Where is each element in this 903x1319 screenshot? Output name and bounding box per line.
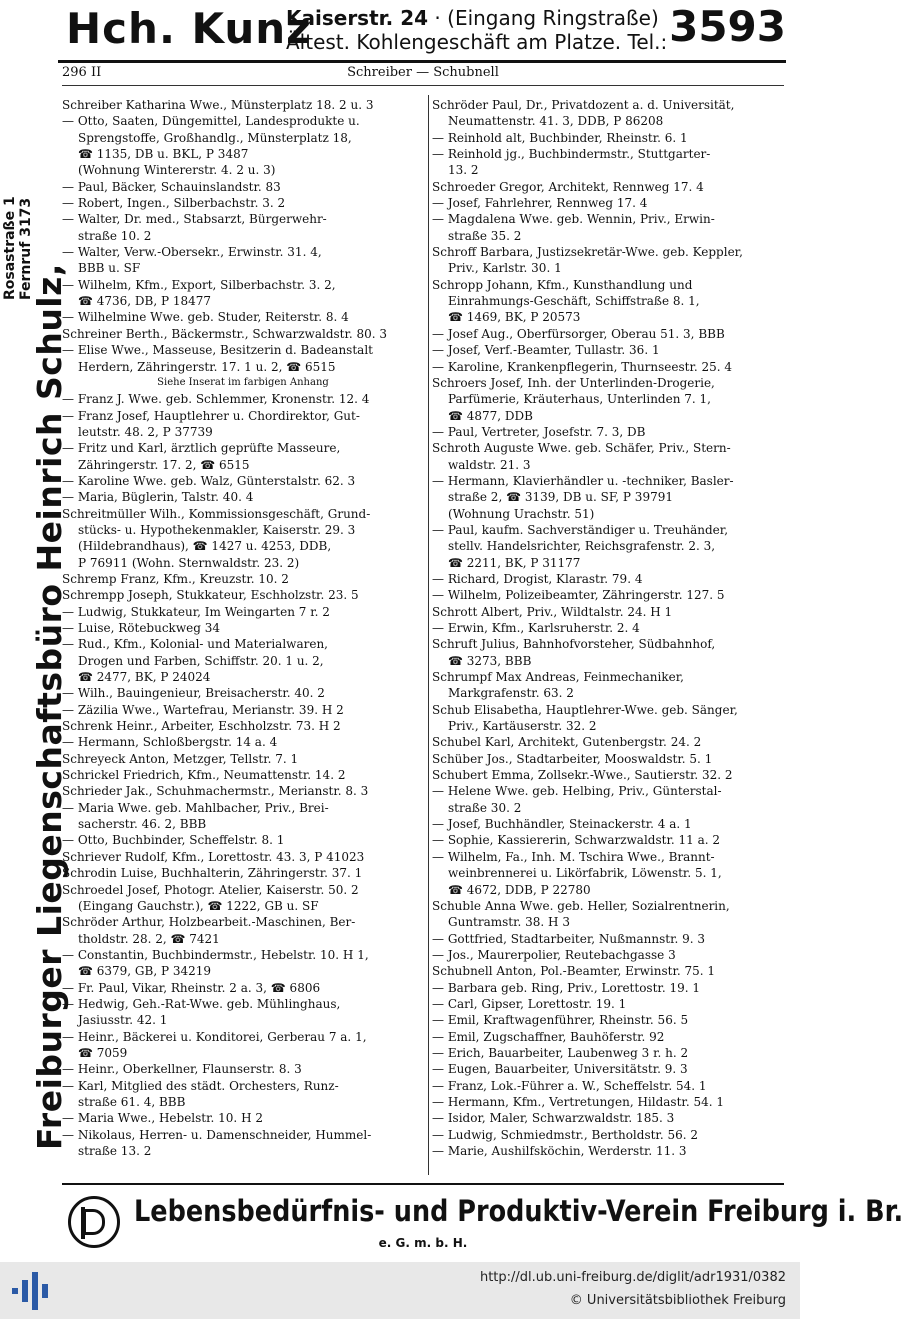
directory-entry-line: Schrieder Jak., Schuhmachermstr., Merianstr. 8. 3 bbox=[62, 784, 369, 799]
directory-entry-line: ☎ 2477, BK, P 24024 bbox=[78, 670, 211, 685]
directory-entry-line: Neumattenstr. 41. 3, DDB, P 86208 bbox=[448, 114, 664, 129]
directory-entry-line: — Sophie, Kassiererin, Schwarzwaldstr. 11 a. 2 bbox=[432, 833, 721, 848]
directory-entry-line: 13. 2 bbox=[448, 163, 479, 178]
directory-entry-line: Schremp Franz, Kfm., Kreuzstr. 10. 2 bbox=[62, 571, 289, 586]
directory-entry-line: — Emil, Zugschaffner, Bauhöferstr. 92 bbox=[432, 1029, 665, 1044]
directory-entry-line: — Walter, Dr. med., Stabsarzt, Bürgerwehr- bbox=[62, 212, 327, 227]
directory-entry-line: Schüber Jos., Stadtarbeiter, Mooswaldstr. 5. 1 bbox=[432, 751, 713, 766]
directory-entry-line: Markgrafenstr. 63. 2 bbox=[448, 686, 574, 701]
directory-entry-line: straße 10. 2 bbox=[78, 228, 152, 243]
directory-entry-line: — Barbara geb. Ring, Priv., Lorettostr. 19. 1 bbox=[432, 980, 700, 995]
directory-entry-line: — Jos., Maurerpolier, Reutebachgasse 3 bbox=[432, 947, 676, 962]
directory-entry-line: — Ludwig, Stukkateur, Im Weingarten 7 r. 2 bbox=[62, 604, 330, 619]
directory-entry-line: Zähringerstr. 17. 2, ☎ 6515 bbox=[78, 457, 250, 472]
directory-entry-line: Schubel Karl, Architekt, Gutenbergstr. 24. 2 bbox=[432, 735, 702, 750]
directory-entry-line: Schubnell Anton, Pol.-Beamter, Erwinstr. 75. 1 bbox=[432, 964, 716, 979]
side-ad-title: Freiburger Liegenschaftsbüro Heinrich Schulz, bbox=[30, 263, 69, 1150]
directory-entry-line: — Magdalena Wwe. geb. Wennin, Priv., Erwin- bbox=[432, 212, 715, 227]
directory-entry-line: — Karl, Mitglied des städt. Orchesters, Runz- bbox=[62, 1078, 339, 1093]
directory-entry-line: Schroth Auguste Wwe. geb. Schäfer, Priv., Stern- bbox=[432, 441, 731, 456]
page-title: Schreiber — Schubnell bbox=[347, 65, 499, 80]
bottom-divider bbox=[62, 1183, 784, 1185]
directory-entry-line: Jasiusstr. 42. 1 bbox=[78, 1013, 168, 1028]
directory-entry-line: Schroers Josef, Inh. der Unterlinden-Drogerie, bbox=[432, 375, 715, 390]
directory-entry-line: Drogen und Farben, Schiffstr. 20. 1 u. 2, bbox=[78, 653, 324, 668]
directory-entry-line: Schrempp Joseph, Stukkateur, Eschholzstr. 23. 5 bbox=[62, 588, 359, 603]
directory-entry-line: — Maria, Büglerin, Talstr. 40. 4 bbox=[62, 490, 254, 505]
directory-entry-line: — Constantin, Buchbindermstr., Hebelstr. 10. H 1, bbox=[62, 947, 369, 962]
directory-entry-line: — Emil, Kraftwagenführer, Rheinstr. 56. 5 bbox=[432, 1013, 689, 1028]
directory-entry-line: straße 35. 2 bbox=[448, 228, 522, 243]
directory-entry-line: (Hildebrandhaus), ☎ 1427 u. 4253, DDB, bbox=[78, 539, 332, 554]
directory-entry-line: Priv., Karlstr. 30. 1 bbox=[448, 261, 562, 276]
page-number: 296 II bbox=[62, 65, 102, 80]
right-column bbox=[432, 97, 790, 1159]
ad-address bbox=[286, 6, 686, 54]
directory-entry-line: Schrumpf Max Andreas, Feinmechaniker, bbox=[432, 670, 684, 685]
top-divider bbox=[58, 60, 786, 63]
directory-entry-line: — Hedwig, Geh.-Rat-Wwe. geb. Mühlinghaus, bbox=[62, 996, 341, 1011]
directory-entry-line: — Josef, Fahrlehrer, Rennweg 17. 4 bbox=[432, 196, 648, 211]
directory-entry-line: leutstr. 48. 2, P 37739 bbox=[78, 424, 213, 439]
directory-entry-line: P 76911 (Wohn. Sternwaldstr. 23. 2) bbox=[78, 555, 300, 570]
directory-entry-line: straße 61. 4, BBB bbox=[78, 1094, 186, 1109]
directory-entry-line: — Otto, Saaten, Düngemittel, Landesprodukte u. bbox=[62, 114, 360, 129]
directory-entry-line: — Erwin, Kfm., Karlsruherstr. 2. 4 bbox=[432, 621, 640, 635]
directory-entry-line: — Maria Wwe., Hebelstr. 10. H 2 bbox=[62, 1111, 263, 1126]
directory-entry-line: tholdstr. 28. 2, ☎ 7421 bbox=[78, 931, 220, 946]
directory-entry-line: ☎ 2211, BK, P 31177 bbox=[448, 555, 581, 570]
directory-entry-line: — Maria Wwe. geb. Mahlbacher, Priv., Brei- bbox=[62, 800, 329, 815]
directory-entry-line: — Eugen, Bauarbeiter, Universitätstr. 9. 3 bbox=[432, 1062, 688, 1077]
directory-entry-line: — Heinr., Oberkellner, Flaunserstr. 8. 3 bbox=[62, 1062, 302, 1077]
directory-entry-line: — Heinr., Bäckerei u. Konditorei, Gerberau 7 a. 1, bbox=[62, 1029, 367, 1044]
directory-entry-line: — Helene Wwe. geb. Helbing, Priv., Günterstal- bbox=[432, 784, 722, 799]
directory-entry-line: — Reinhold alt, Buchbinder, Rheinstr. 6. 1 bbox=[432, 130, 688, 145]
directory-entry-line: Schub Elisabetha, Hauptlehrer-Wwe. geb. Sänger, bbox=[432, 702, 738, 717]
directory-entry-line: Einrahmungs-Geschäft, Schiffstraße 8. 1, bbox=[448, 294, 700, 309]
directory-entry-line: — Wilhelmine Wwe. geb. Studer, Reiterstr. 8. 4 bbox=[62, 310, 349, 325]
directory-entry-line: weinbrennerei u. Likörfabrik, Löwenstr. 5. 1, bbox=[448, 866, 722, 881]
directory-entry-line: stellv. Handelsrichter, Reichsgrafenstr. 2. 3, bbox=[448, 539, 716, 554]
source-url-link[interactable]: http://dl.ub.uni-freiburg.de/diglit/adr1931/0382 bbox=[479, 1270, 786, 1285]
directory-entry-line: — Otto, Buchbinder, Scheffelstr. 8. 1 bbox=[62, 833, 285, 848]
header-divider bbox=[62, 85, 784, 86]
directory-entry-line: Schroeder Gregor, Architekt, Rennweg 17. 4 bbox=[432, 179, 704, 194]
directory-entry-line: — Franz J. Wwe. geb. Schlemmer, Kronenstr. 12. 4 bbox=[62, 392, 370, 407]
directory-entry-line: — Robert, Ingen., Silberbachstr. 3. 2 bbox=[62, 196, 286, 211]
directory-entry-line: Schreyeck Anton, Metzger, Tellstr. 7. 1 bbox=[62, 751, 299, 766]
bottom-ad-name: Lebensbedürfnis- und Produktiv-Verein Freiburg i. Br. bbox=[134, 1194, 903, 1228]
column-divider bbox=[428, 95, 429, 1175]
directory-entry-line: — Paul, Bäcker, Schauinslandstr. 83 bbox=[62, 179, 281, 194]
directory-entry-line: Schreiber Katharina Wwe., Münsterplatz 18. 2 u. 3 bbox=[62, 98, 374, 112]
directory-entry-line: — Wilhelm, Polizeibeamter, Zähringerstr. 127. 5 bbox=[432, 588, 725, 603]
directory-entry-line: Schroedel Josef, Photogr. Atelier, Kaiserstr. 50. 2 bbox=[62, 882, 359, 897]
directory-entry-line: — Wilhelm, Kfm., Export, Silberbachstr. 3. 2, bbox=[62, 277, 336, 292]
ad-slogan: Ältest. Kohlengeschäft am Platze. Tel.: bbox=[286, 30, 668, 54]
directory-entry-line: Guntramstr. 38. H 3 bbox=[448, 915, 570, 930]
directory-entry-line: — Paul, kaufm. Sachverständiger u. Treuhänder, bbox=[432, 522, 729, 537]
directory-entry-line: — Wilhelm, Fa., Inh. M. Tschira Wwe., Brannt- bbox=[432, 849, 715, 864]
directory-entry-line: ☎ 1469, BK, P 20573 bbox=[448, 310, 581, 325]
directory-entry-line: Schröder Arthur, Holzbearbeit.-Maschinen, Ber- bbox=[62, 915, 356, 930]
directory-entry-line: — Franz Josef, Hauptlehrer u. Chordirektor, Gut- bbox=[62, 408, 360, 423]
directory-entry-line: — Isidor, Maler, Schwarzwaldstr. 185. 3 bbox=[432, 1111, 675, 1126]
directory-entry-line: — Zäzilia Wwe., Wartefrau, Merianstr. 39. H 2 bbox=[62, 702, 344, 717]
directory-entry-line: Schrott Albert, Priv., Wildtalstr. 24. H 1 bbox=[432, 604, 673, 619]
directory-entry-line: — Hermann, Schloßbergstr. 14 a. 4 bbox=[62, 735, 278, 750]
directory-entry-line: — Ludwig, Schmiedmstr., Bertholdstr. 56. 2 bbox=[432, 1127, 699, 1142]
footer-bar bbox=[0, 1262, 800, 1319]
directory-entry-line: ☎ 6379, GB, P 34219 bbox=[78, 964, 212, 979]
directory-entry-line: BBB u. SF bbox=[78, 261, 141, 276]
directory-entry-line: waldstr. 21. 3 bbox=[448, 457, 531, 472]
directory-entry-line: — Josef, Verf.-Beamter, Tullastr. 36. 1 bbox=[432, 343, 660, 358]
directory-entry-line: ☎ 1135, DB u. BKL, P 3487 bbox=[78, 147, 249, 162]
ad-brand: Hch. Kunz bbox=[66, 4, 312, 53]
running-header bbox=[62, 65, 784, 85]
directory-entry-line: Sprengstoffe, Großhandlg., Münsterplatz 18, bbox=[78, 130, 352, 145]
directory-entry-line: — Walter, Verw.-Obersekr., Erwinstr. 31. 4, bbox=[62, 245, 322, 260]
directory-entry-line: Schriever Rudolf, Kfm., Lorettostr. 43. 3, P 41023 bbox=[62, 849, 365, 864]
directory-entry-line: — Luise, Rötebuckweg 34 bbox=[62, 621, 220, 635]
directory-entry-line: ☎ 7059 bbox=[78, 1045, 128, 1060]
directory-entry-line: Schuble Anna Wwe. geb. Heller, Sozialrentnerin, bbox=[432, 898, 730, 913]
copyright-text: © Universitätsbibliothek Freiburg bbox=[569, 1293, 786, 1308]
directory-entry-line: straße 13. 2 bbox=[78, 1144, 152, 1158]
directory-entry-line: Schubert Emma, Zollsekr.-Wwe., Sautierstr. 32. 2 bbox=[432, 768, 733, 783]
directory-entry-line: straße 30. 2 bbox=[448, 800, 522, 815]
directory-entry-line: (Eingang Gauchstr.), ☎ 1222, GB u. SF bbox=[78, 898, 319, 913]
directory-entry-line: — Fr. Paul, Vikar, Rheinstr. 2 a. 3, ☎ 6806 bbox=[62, 980, 321, 995]
directory-entry-line: — Hermann, Kfm., Vertretungen, Hildastr. 54. 1 bbox=[432, 1094, 724, 1109]
directory-entry-line: Schrickel Friedrich, Kfm., Neumattenstr. 14. 2 bbox=[62, 768, 346, 783]
directory-entry-line: ☎ 3273, BBB bbox=[448, 653, 532, 668]
directory-entry-line: — Paul, Vertreter, Josefstr. 7. 3, DB bbox=[432, 424, 646, 439]
directory-entry-line: stücks- u. Hypothekenmakler, Kaiserstr. 29. 3 bbox=[78, 522, 356, 537]
directory-entry-line: Parfümerie, Kräuterhaus, Unterlinden 7. 1, bbox=[448, 392, 711, 407]
directory-entry-line: — Reinhold jg., Buchbindermstr., Stuttgarter- bbox=[432, 147, 711, 162]
directory-entry-line: — Wilh., Bauingenieur, Breisacherstr. 40. 2 bbox=[62, 686, 325, 701]
directory-entry-line: straße 2, ☎ 3139, DB u. SF, P 39791 bbox=[448, 490, 673, 505]
directory-entry-line: ☎ 4877, DDB bbox=[448, 408, 533, 423]
directory-entry-line: Schruft Julius, Bahnhofvorsteher, Südbahnhof, bbox=[432, 637, 716, 652]
directory-entry-line: — Erich, Bauarbeiter, Laubenweg 3 r. h. 2 bbox=[432, 1045, 689, 1060]
ad-street: Kaiserstr. 24 bbox=[286, 6, 429, 30]
directory-entry-line: — Carl, Gipser, Lorettostr. 19. 1 bbox=[432, 996, 627, 1011]
directory-entry-line: Schroff Barbara, Justizsekretär-Wwe. geb. Keppler, bbox=[432, 245, 743, 260]
directory-entry-line: Schrodin Luise, Buchhalterin, Zähringerstr. 37. 1 bbox=[62, 866, 363, 881]
bottom-ad-legal: e. G. m. b. H. bbox=[378, 1236, 468, 1250]
side-ad-street: Rosastraße 1 bbox=[2, 196, 18, 300]
directory-entry-line: — Hermann, Klavierhändler u. -techniker, Basler- bbox=[432, 473, 734, 488]
directory-entry-line: Herdern, Zähringerstr. 17. 1 u. 2, ☎ 6515 bbox=[78, 359, 336, 374]
directory-entry-line: — Gottfried, Stadtarbeiter, Nußmannstr. 9. 3 bbox=[432, 931, 706, 946]
directory-entry-line: Schröder Paul, Dr., Privatdozent a. d. Universität, bbox=[432, 98, 735, 112]
ub-freiburg-logo-icon bbox=[8, 1270, 52, 1312]
ad-entrance: · (Eingang Ringstraße) bbox=[428, 6, 659, 30]
directory-entry-line: — Karoline Wwe. geb. Walz, Günterstalstr. 62. 3 bbox=[62, 473, 356, 488]
directory-entry-line: — Josef, Buchhändler, Steinackerstr. 4 a. 1 bbox=[432, 817, 692, 832]
side-ad-phone: Fernruf 3173 bbox=[18, 197, 34, 300]
directory-entry-line: Schreitmüller Wilh., Kommissionsgeschäft, Grund- bbox=[62, 506, 371, 521]
left-column bbox=[62, 97, 424, 1159]
directory-entry-line: — Elise Wwe., Masseuse, Besitzerin d. Badeanstalt bbox=[62, 343, 373, 358]
directory-entry-line: Schrenk Heinr., Arbeiter, Eschholzstr. 73. H 2 bbox=[62, 719, 341, 734]
bottom-advertisement bbox=[62, 1190, 903, 1256]
directory-entry-line: Schropp Johann, Kfm., Kunsthandlung und bbox=[432, 277, 693, 292]
ad-phone: 3593 bbox=[669, 2, 786, 51]
directory-entry-line: (Wohnung Wintererstr. 4. 2 u. 3) bbox=[78, 163, 276, 178]
directory-entry-line: Siehe Inserat im farbigen Anhang bbox=[157, 376, 329, 388]
directory-entry-line: — Richard, Drogist, Klarastr. 79. 4 bbox=[432, 571, 643, 586]
directory-entry-line: Priv., Kartäuserstr. 32. 2 bbox=[448, 719, 597, 734]
directory-entry-line: Schreiner Berth., Bäckermstr., Schwarzwaldstr. 80. 3 bbox=[62, 326, 388, 341]
directory-entry-line: sacherstr. 46. 2, BBB bbox=[78, 817, 207, 832]
directory-entry-line: — Fritz und Karl, ärztlich geprüfte Masseure, bbox=[62, 441, 341, 456]
directory-entry-line: — Franz, Lok.-Führer a. W., Scheffelstr. 54. 1 bbox=[432, 1078, 707, 1093]
directory-entry-line: — Rud., Kfm., Kolonial- und Materialwaren, bbox=[62, 637, 328, 652]
directory-entry-line: — Nikolaus, Herren- u. Damenschneider, Hummel- bbox=[62, 1127, 372, 1142]
directory-entry-line: — Marie, Aushilfsköchin, Werderstr. 11. 3 bbox=[432, 1144, 687, 1158]
directory-entry-line: (Wohnung Urachstr. 51) bbox=[448, 506, 595, 521]
directory-entry-line: ☎ 4672, DDB, P 22780 bbox=[448, 882, 591, 897]
directory-entry-line: — Josef Aug., Oberfürsorger, Oberau 51. 3, BBB bbox=[432, 326, 725, 341]
top-advertisement bbox=[58, 0, 800, 62]
directory-entry-line: — Karoline, Krankenpflegerin, Thurnseestr. 25. 4 bbox=[432, 359, 733, 374]
directory-entry-line: ☎ 4736, DB, P 18477 bbox=[78, 294, 212, 309]
